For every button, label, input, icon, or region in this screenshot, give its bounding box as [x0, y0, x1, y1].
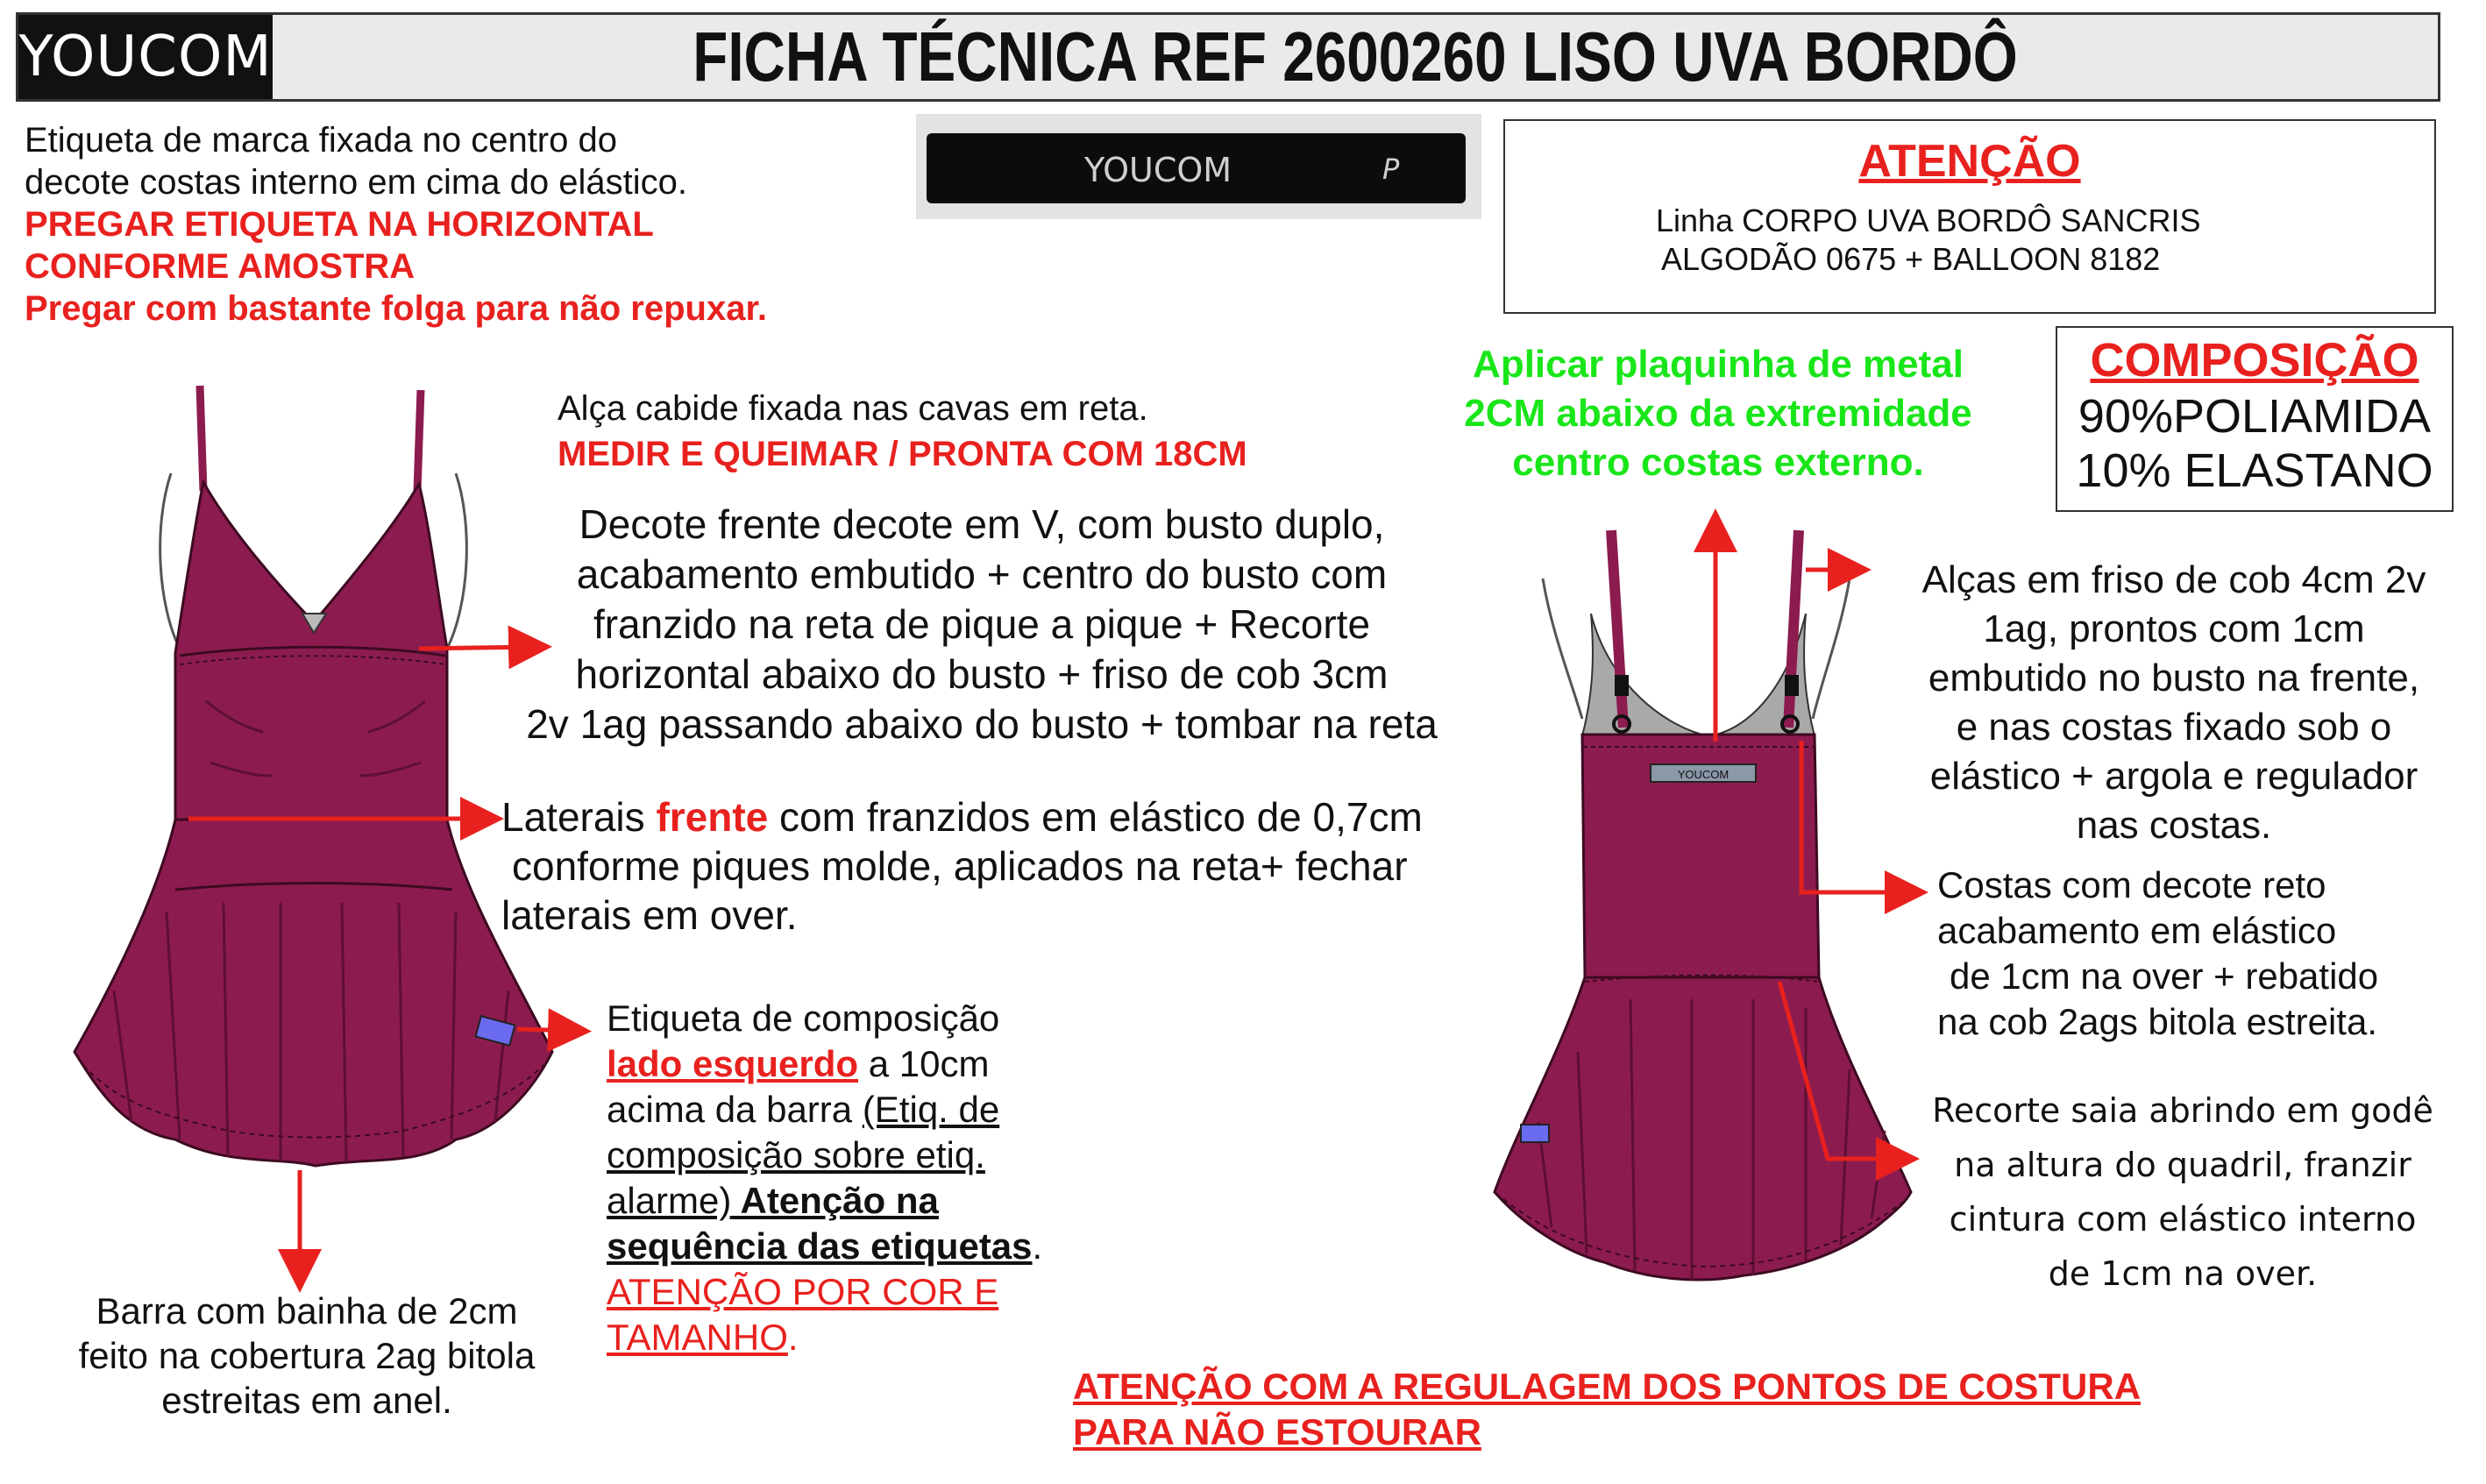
back-view-dress: [1495, 530, 1911, 1280]
front-outer-strap-left: [160, 473, 180, 649]
brand-label-note: Etiqueta de marca fixada no centro do decote costas interno em cima do elástico. PREGAR ETIQUETA NA HORIZONTAL CONFORME AMOSTRA Pregar com bastante folga para não repuxar.: [25, 121, 767, 328]
composition-label-note: Etiqueta de composição lado esquerdo a 10cm acima da barra (Etiq. de composição sobre etiq. alarme) Atenção na sequência das etiquetas. ATENÇÃO POR COR E TAMANHO.: [607, 998, 1043, 1358]
page-title: FICHA TÉCNICA REF 2600260 LISO UVA BORDÔ: [693, 18, 2018, 96]
composition-box: COMPOSIÇÃO 90%POLIAMIDA 10% ELASTANO: [2056, 326, 2454, 512]
back-skirt: [1495, 977, 1911, 1280]
arrow-neckline: [419, 647, 535, 649]
metal-plate-note: Aplicar plaquinha de metal 2CM abaixo da extremidade centro costas externo.: [1464, 343, 1972, 484]
footer-warning: ATENÇÃO COM A REGULAGEM DOS PONTOS DE COSTURA PARA NÃO ESTOURAR: [1073, 1366, 2142, 1452]
brand-logo: YOUCOM: [18, 15, 273, 99]
front-outer-strap-right: [447, 473, 466, 649]
attention-text: Linha CORPO UVA BORDÔ SANCRIS ALGODÃO 0675 + BALLOON 8182: [1656, 202, 2201, 277]
label-brand-text: YOUCOM: [1084, 151, 1232, 189]
back-straps-note: Alças em friso de cob 4cm 2v 1ag, prontos com 1cm embutido no busto na frente, e nas costas fixado sob o elástico + argola e regulador nas costas.: [1921, 558, 2426, 847]
composition-title: COMPOSIÇÃO: [2090, 334, 2419, 387]
neckline-note: Decote frente decote em V, com busto duplo, acabamento embutido + centro do busto com franzido na reta de pique a pique + Recorte horizontal abaixo do busto + friso de cob 3cm 2v 1ag passando abaixo do busto + tombar na reta: [526, 501, 1438, 747]
metal-plate-text: YOUCOM: [1677, 768, 1730, 781]
skirt-note: Recorte saia abrindo em godê na altura do quadril, franzir cintura com elástico interno de 1cm na over.: [1932, 1091, 2433, 1293]
front-strap-left: [200, 386, 203, 491]
sides-note: Laterais frente com franzidos em elástico de 0,7cm conforme piques molde, aplicados na reta+ fechar laterais em over.: [501, 794, 1423, 938]
front-view-dress: [75, 386, 552, 1166]
front-skirt: [75, 820, 552, 1166]
back-adjuster-right: [1785, 675, 1799, 696]
attention-title: ATENÇÃO: [1858, 136, 2081, 187]
back-adjuster-left: [1615, 675, 1629, 696]
strap-note: Alça cabide fixada nas cavas em reta. MEDIR E QUEIMAR / PRONTA COM 18CM: [558, 389, 1247, 473]
hem-note: Barra com bainha de 2cm feito na cobertura 2ag bitola estreitas em anel.: [78, 1290, 536, 1421]
label-size-text: P: [1382, 153, 1400, 186]
back-composition-label: [1521, 1125, 1549, 1142]
back-neckline-note: Costas com decote reto acabamento em elástico de 1cm na over + rebatido na cob 2ags bitola estreita.: [1937, 864, 2379, 1042]
front-strap-right: [417, 390, 421, 491]
arrow-composition-label: [517, 1029, 574, 1031]
